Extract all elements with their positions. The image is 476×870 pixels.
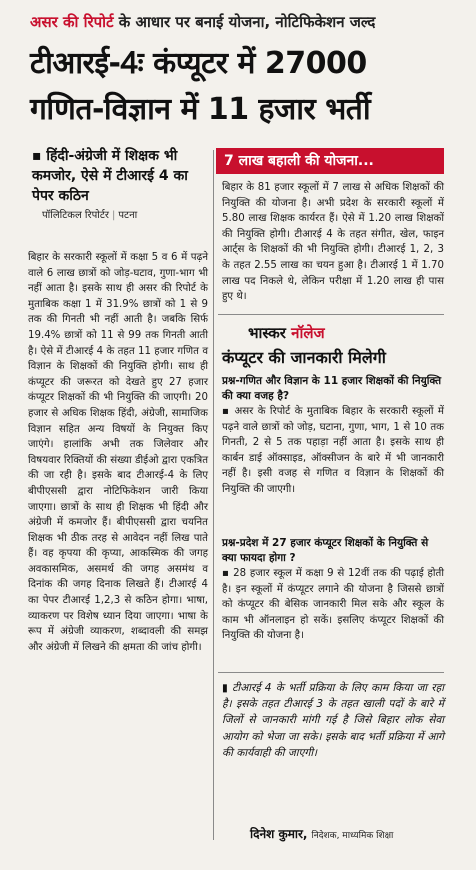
kicker-text: के आधार पर बनाई योजना, नोटिफिकेशन जल्द — [113, 13, 376, 31]
official-quote — [222, 680, 444, 761]
subheadline: ▪ हिंदी-अंग्रेजी में शिक्षक भी कमजोर, ऐसे में टीआरई 4 का पेपर कठिन — [32, 148, 188, 204]
quote-marker: ▮ — [222, 682, 228, 694]
section-rule — [218, 314, 444, 315]
signature-title: निदेशक, माध्यमिक शिक्षा — [311, 831, 394, 841]
sidebar-intro-text: बिहार के 81 हजार स्कूलों में 7 लाख से अधिक शिक्षकों की नियुक्ति की योजना है। अभी प्रदेश के सरकारी स्कूलों में 5.80 लाख शिक्षक कार्यरत हैं। ऐसे में 1.20 लाख शिक्षकों की नियुक्ति होगी। टीआरई 4 के तहत संगीत, खेल, फाइन आर्ट्स के शिक्षकों की भी नियुक्ति होगी। टीआरई 1, 2, 3 के तहत 2.55 लाख का चयन हुआ है। टीआरई 1 में 1.70 लाख पद निकले थे, लेकिन परीक्षा में 1.20 लाख ही पास हुए थे। — [222, 182, 444, 303]
brand-part-2: नॉलेज — [291, 324, 325, 342]
column-divider — [213, 150, 214, 840]
kicker-line — [30, 12, 470, 32]
headline-line-1: टीआरई-4ः कंप्यूटर में 27000 — [30, 46, 367, 81]
answer-1: ▪ असर के रिपोर्ट के मुताबिक बिहार के सरकारी स्कूलों में पढ़ने वाले छात्रों को जोड़, घटाना, गुणा, भाग, 1 से 10 तक गिनती, 2 से 5 तक पहाड़ा नहीं आता है। इसके साथ ही कार्बन डाई ऑक्साइड, ऑक्सीजन के बारे में भी जानकारी नहीं है। इसी वजह से गणित व विज्ञान के शिक्षकों की नियुक्ति की जाएगी। — [222, 406, 444, 495]
question-1: प्रश्न-गणित और विज्ञान के 11 हजार शिक्षकों की नियुक्ति की क्या वजह है? — [222, 375, 442, 402]
question-2: प्रश्न-प्रदेश में 27 हजार कंप्यूटर शिक्षकों के नियुक्ति से क्या फायदा होगा ? — [222, 537, 429, 564]
byline-reporter: पॉलिटिकल रिपोर्टर — [42, 210, 109, 221]
kicker-highlight: असर की रिपोर्ट — [30, 13, 114, 31]
byline — [42, 207, 137, 221]
headline-line-2: गणित-विज्ञान में 11 हजार भर्ती — [30, 92, 371, 127]
bhaskar-knowledge-logo — [248, 323, 325, 343]
quote-signature — [250, 825, 393, 842]
sidebar-banner: 7 लाख बहाली की योजना... — [216, 148, 444, 174]
left-column-body — [28, 250, 208, 655]
answer-2: ▪ 28 हजार स्कूल में कक्षा 9 से 12वीं तक की पढ़ाई होती है। इन स्कूलों में कंप्यूटर लगाने की योजना है जिससे छात्रों को कंप्यूटर की बेसिक जानकारी मिल सके और स्कूल के काम भी ऑनलाइन हो सकें। इसलिए कंप्यूटर शिक्षकों की नियुक्ति की योजना है। — [222, 568, 444, 642]
byline-separator: | — [112, 210, 116, 221]
brand-part-1: भास्कर — [248, 324, 286, 342]
knowledge-heading: कंप्यूटर की जानकारी मिलेगी — [222, 348, 386, 367]
byline-city: पटना — [118, 210, 138, 221]
left-column-text: बिहार के सरकारी स्कूलों में कक्षा 5 व 6 में पढ़ने वाले 6 लाख छात्रों को जोड़-घटाव, गुणा-भाग भी नहीं आता है। इसके साथ ही असर की रिपोर्ट के मुताबिक कक्षा 1 में 31.9% छात्रों को 1 से 9 तक की गिनती भी नहीं आती है। जबकि सिर्फ 19.4% छात्रों को 11 से 99 तक गिनती आती है। ऐसे में टीआरई 4 के तहत 11 हजार गणित व विज्ञान के शिक्षकों की नियुक्ति होगी। साथ ही कंप्यूटर की जरूरत को देखते हुए 27 हजार कंप्यूटर शिक्षकों की भी नियुक्ति की जाएगी। 20 हजार से अधिक शिक्षक हिंदी, अंग्रेजी, सामाजिक विज्ञान सहित अन्य विषयों के नियुक्त किए जाएंगे। हालांकि अभी तक जिलेवार और विषयवार रिक्तियों की संख्या डीईओ द्वारा एकत्रित की जा रही है। इसके बाद टीआरई-4 के लिए बीपीएससी द्वारा नोटिफिकेशन जारी किया जाएगा। छात्रों के साथ ही शिक्षक भी हिंदी और अंग्रेजी में कमजोर हैं। बीपीएससी द्वारा चयनित शिक्षक भी ठीक तरह से आवेदन नहीं लिख पाते हैं। वह कृपया की कृप्या, आकस्मिक की जगह अवकासमिक, असमर्थ की जगह असमंथ व दिनांक की जगह दिनाक लिखते हैं। टीआरई 4 का पेपर टीआरई 1,2,3 से कठिन होगा। भाषा, व्याकरण पर विशेष ध्यान दिया जाएगा। भाषा के रूप में अंग्रेजी व्याकरण, शब्दावली की समझ और अंग्रेजी में लिखने की क्षमता की जांच होगी। — [28, 252, 208, 653]
section-rule-2 — [218, 672, 444, 673]
quote-text: टीआरई 4 के भर्ती प्रक्रिया के लिए काम किया जा रहा है। इसके तहत टीआरई 3 के तहत खाली पदों के बारे में जिलों से जानकारी मांगी गई है जिसे बिहार लोक सेवा आयोग को भेजा जा सके। इसके बाद भर्ती प्रक्रिया में आगे की कार्यवाही की जाएगी। — [222, 682, 444, 759]
signature-name: दिनेश कुमार, — [250, 827, 308, 841]
